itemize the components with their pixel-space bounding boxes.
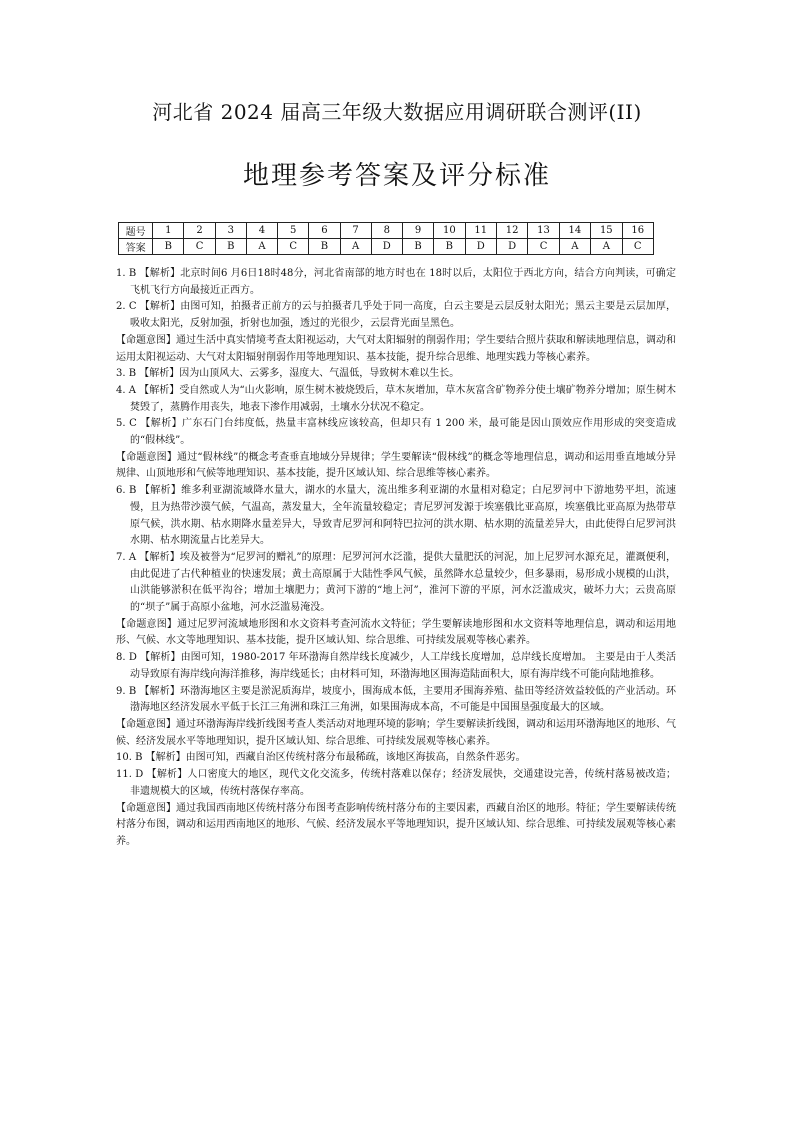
answer-cell: C (622, 239, 654, 255)
explanation-item: 11. D 【解析】人口密度大的地区，现代文化交流多，传统村落难以保存；经济发展快，交通建设完善，传统村落易被改造；非遗规模大的区域，传统村落保存率高。 (116, 769, 676, 797)
document-title: 地理参考答案及评分标准 (242, 161, 551, 191)
row-label-answer: 答案 (119, 239, 153, 255)
answer-cell: A (246, 239, 277, 255)
question-number-cell: 12 (496, 223, 527, 239)
answer-cell: A (559, 239, 590, 255)
question-number-cell: 5 (278, 223, 309, 239)
answer-cell: D (496, 239, 527, 255)
explanations-section (116, 266, 676, 851)
question-number-cell: 1 (153, 223, 184, 239)
question-number-cell: 6 (309, 223, 340, 239)
explanation-item: 6. B 【解析】维多利亚湖流域降水量大，湖水的水量大，流出维多利亚湖的水量相对稳定；白尼罗河中下游地势平坦，流速慢，且为热带沙漠气候，气温高，蒸发量大，全年流量较稳定；青尼罗河发源于埃塞俄比亚高原，埃塞俄比亚高原为热带草原气候，洪水期、枯水期降水量差异大，导致青尼罗河和阿特巴拉河的洪水期、枯水期的流量差异大，由此使得白尼罗河洪水期、枯水期流量占比差异大。 (116, 485, 676, 547)
answer-cell: B (215, 239, 246, 255)
answer-cell: B (434, 239, 465, 255)
question-number-cell: 10 (434, 223, 465, 239)
intent-note: 【命题意图】通过尼罗河流域地形图和水文资料考查河流水文特征；学生要解读地形图和水文资料等地理信息，调动和运用地形、气候、水文等地理知识、基本技能，提升区域认知、综合思维、可持续发展观等核心素养。 (116, 618, 676, 647)
explanation-item: 9. B 【解析】环渤海地区主要是淤泥质海岸，坡度小，围海成本低，主要用矛围海养殖、盐田等经济效益较低的产业活动。环渤海地区经济发展水平低于长江三角洲和珠江三角洲，如果围海成本高，不可能是中国围垦强度最大的区域。 (116, 685, 676, 714)
question-number-cell: 15 (591, 223, 622, 239)
question-number-cell: 11 (465, 223, 496, 239)
intent-note: 【命题意图】通过我国西南地区传统村落分布图考查影响传统村落分布的主要因素，西藏自治区的地形。特征；学生要解读传统村落分布图，调动和运用西南地区的地形、气候、经济发展水平等地理知识，提升区域认知、综合思维、可持续发展观等核心素养。 (116, 802, 676, 847)
answer-cell: A (591, 239, 622, 255)
question-number-cell: 4 (246, 223, 277, 239)
explanation-item: 4. A 【解析】受自然或人为“山火影响，原生树木被烧毁后，草木灰增加，草木灰富含矿物养分使土壤矿物养分增加；原生树木焚毁了，蒸腾作用丧失，地表下渗作用减弱，土壤水分状况不稳定。 (116, 384, 676, 413)
question-number-cell: 3 (215, 223, 246, 239)
explanation-item: 1. B 【解析】北京时间6 月6日18时48分，河北省南部的地方时也在 18时以后，太阳位于西北方向，结合方向判读，可确定飞机飞行方向最接近正西方。 (116, 268, 676, 296)
answer-cell: A (340, 239, 371, 255)
answer-row (119, 239, 654, 255)
intent-note: 【命题意图】通过“假林线”的概念考查垂直地域分异规律；学生要解读“假林线”的概念等地理信息，调动和运用垂直地域分异规律、山顶地形和气候等地理知识、基本技能，提升区域认知、综合思维等核心素养。 (116, 451, 676, 480)
explanation-item: 2. C 【解析】由图可知，拍摄者正前方的云与拍摄者几乎处于同一高度，白云主要是云层反射太阳光；黑云主要是云层加厚，吸收太阳光，反射加强，折射也加强，透过的光很少，云层背光面呈黑色。 (116, 301, 676, 330)
answer-cell: D (465, 239, 496, 255)
explanation-item: 5. C 【解析】广东石门台纬度低，热量丰富林线应该较高，但却只有 1 200 米，最可能是因山顶效应作用形成的突变造成的“假林线”。 (116, 418, 676, 447)
answer-cell: C (278, 239, 309, 255)
question-number-cell: 14 (559, 223, 590, 239)
question-number-cell: 16 (622, 223, 654, 239)
explanation-item: 7. A 【解析】埃及被誉为“尼罗河的赠礼”的原理：尼罗河河水泛滥，提供大量肥沃的河泥，加上尼罗河水源充足，灌溉便利，由此促进了古代种植业的快速发展；黄土高原属于大陆性季风气候，虽然降水总量较少，但多暴雨，易形成小规模的山洪，山洪能够淤积在低平沟谷；增加土壤肥力；黄河下游的“地上河”，淮河下游的平原，河水泛滥成灾，破坏力大；云贵高原的“坝子”属于高原小盆地，河水泛滥易淹没。 (116, 551, 676, 614)
answer-cell: B (402, 239, 433, 255)
answer-cell: C (528, 239, 559, 255)
question-number-cell: 13 (528, 223, 559, 239)
answer-cell: C (184, 239, 215, 255)
intent-note: 【命题意图】通过环渤海海岸线折线图考查人类活动对地理环境的影响；学生要解读折线图，调动和运用环渤海地区的地形、气候、经济发展水平等地理知识，提升区域认知、综合思维、可持续发展观等核心素养。 (116, 718, 676, 747)
answer-cell: B (153, 239, 184, 255)
answer-table (118, 222, 654, 255)
question-number-cell: 7 (340, 223, 371, 239)
explanation-item: 8. D 【解析】由图可知，1980-2017 年环渤海自然岸线长度减少，人工岸线长度增加，总岸线长度增加。 主要是由于人类活动导致原有海岸线向海洋推移，海岸线延长；由材料可知，环渤海地区围海造陆面积大，原有海岸线不可能向陆地推移。 (116, 652, 676, 680)
question-number-cell: 2 (184, 223, 215, 239)
row-label-number: 题号 (119, 223, 153, 239)
explanation-item: 3. B 【解析】因为山顶风大、云雾多，湿度大、气温低，导致树木难以生长。 (116, 368, 460, 380)
exam-title: 河北省 2024 届高三年级大数据应用调研联合测评(II) (152, 100, 642, 124)
answer-cell: B (309, 239, 340, 255)
question-number-cell: 8 (371, 223, 402, 239)
question-number-cell: 9 (402, 223, 433, 239)
explanation-item: 10. B 【解析】由图可知，西藏自治区传统村落分布最稀疏，该地区海拔高，自然条件恶劣。 (116, 752, 526, 764)
question-number-row (119, 223, 654, 239)
intent-note: 【命题意图】通过生活中真实情境考查太阳视运动，大气对太阳辐射的削弱作用；学生要结合照片获取和解读地理信息，调动和运用太阳视运动、大气对太阳辐射削弱作用等地理知识、基本技能，提升综合思维、地理实践力等核心素养。 (116, 334, 676, 363)
answer-cell: D (371, 239, 402, 255)
